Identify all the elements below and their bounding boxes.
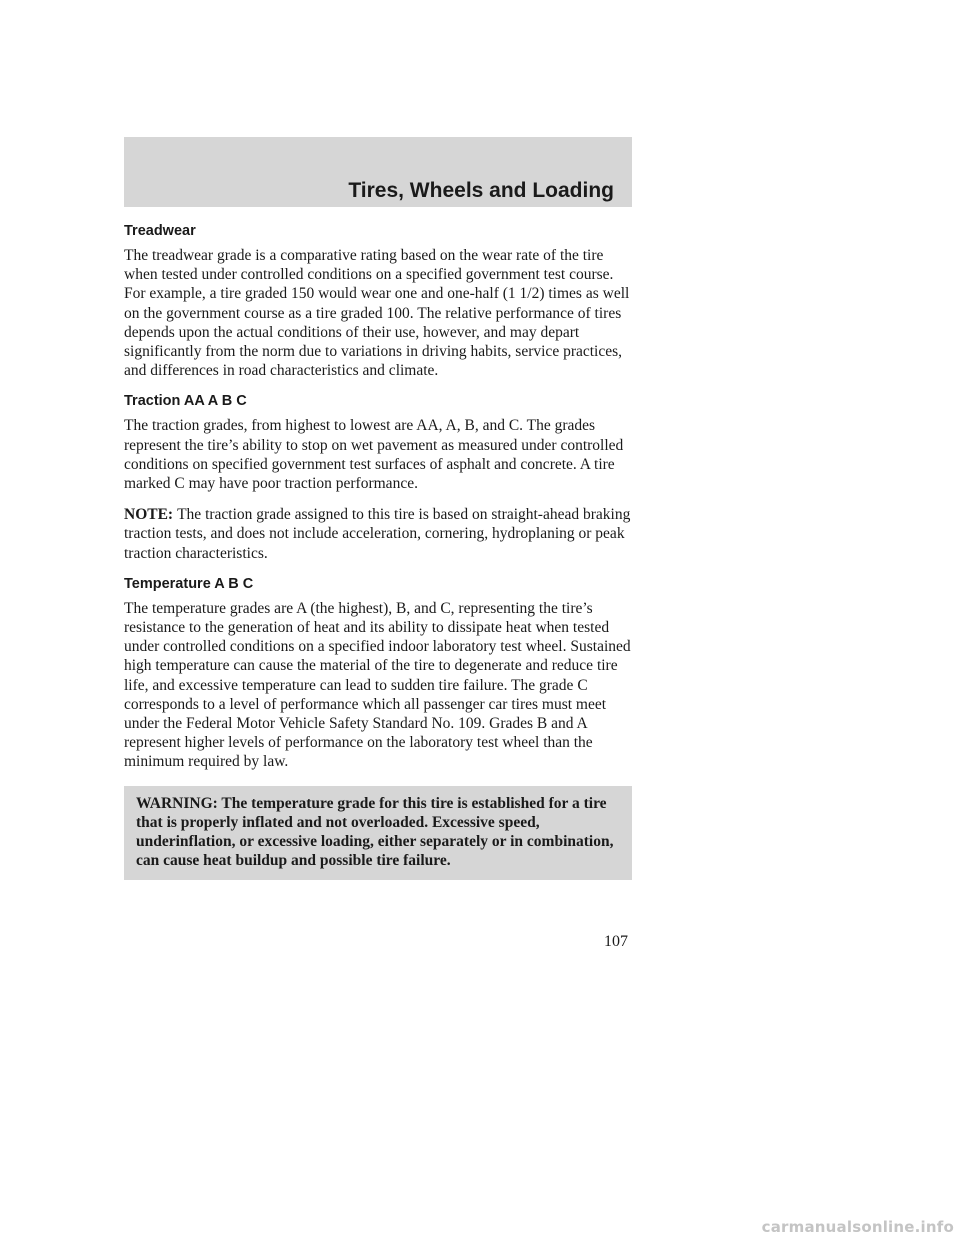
note-text: The traction grade assigned to this tire is based on straight-ahead braking traction tests, and does not include acceleration, cornering, hydroplaning or peak traction characteristics.	[124, 506, 631, 562]
temperature-paragraph: The temperature grades are A (the highest), B, and C, representing the tire’s resistance to the generation of heat and its ability to dissipate heat when tested under controlled conditions on a specified indoor laboratory test wheel. Sustained high temperature can cause the material of the tire to degenerate and reduce tire life, and excessive temperature can lead to sudden tire failure. The grade C corresponds to a level of performance which all passenger car tires must meet under the Federal Motor Vehicle Safety Standard No. 109. Grades B and A represent higher levels of performance on the laboratory test wheel than the minimum required by law.	[124, 599, 631, 771]
warning-text: WARNING: The temperature grade for this tire is established for a tire that is properly inflated and not overloaded. Excessive speed, underinflation, or excessive loading, either separately or in combination, can cause heat buildup and possible tire failure.	[136, 794, 614, 870]
section-traction	[124, 392, 636, 562]
watermark: carmanualsonline.info	[761, 1218, 954, 1236]
traction-paragraph: The traction grades, from highest to lowest are AA, A, B, and C. The grades represent the tire’s ability to stop on wet pavement as measured under controlled conditions on specified government test surfaces of asphalt and concrete. A tire marked C may have poor traction performance.	[124, 417, 624, 493]
page-content	[124, 222, 636, 880]
section-treadwear	[124, 222, 636, 380]
header-banner	[124, 137, 632, 207]
section-heading-temperature: Temperature A B C	[124, 575, 254, 592]
page-title: Tires, Wheels and Loading	[348, 179, 614, 202]
section-temperature	[124, 575, 636, 772]
note-label: NOTE:	[124, 506, 174, 524]
section-heading-treadwear: Treadwear	[124, 223, 196, 239]
traction-note	[124, 505, 636, 563]
treadwear-paragraph: The treadwear grade is a comparative rating based on the wear rate of the tire when tested under controlled conditions on a specified government test course. For example, a tire graded 150 would wear one and one-half (1 1/2) times as well on the government course as a tire graded 100. The relative performance of tires depends upon the actual conditions of their use, however, and may depart significantly from the norm due to variations in driving habits, service practices, and differences in road characteristics and climate.	[124, 247, 630, 380]
page-number: 107	[604, 933, 628, 950]
section-heading-traction: Traction AA A B C	[124, 393, 247, 410]
warning-box	[124, 786, 632, 881]
